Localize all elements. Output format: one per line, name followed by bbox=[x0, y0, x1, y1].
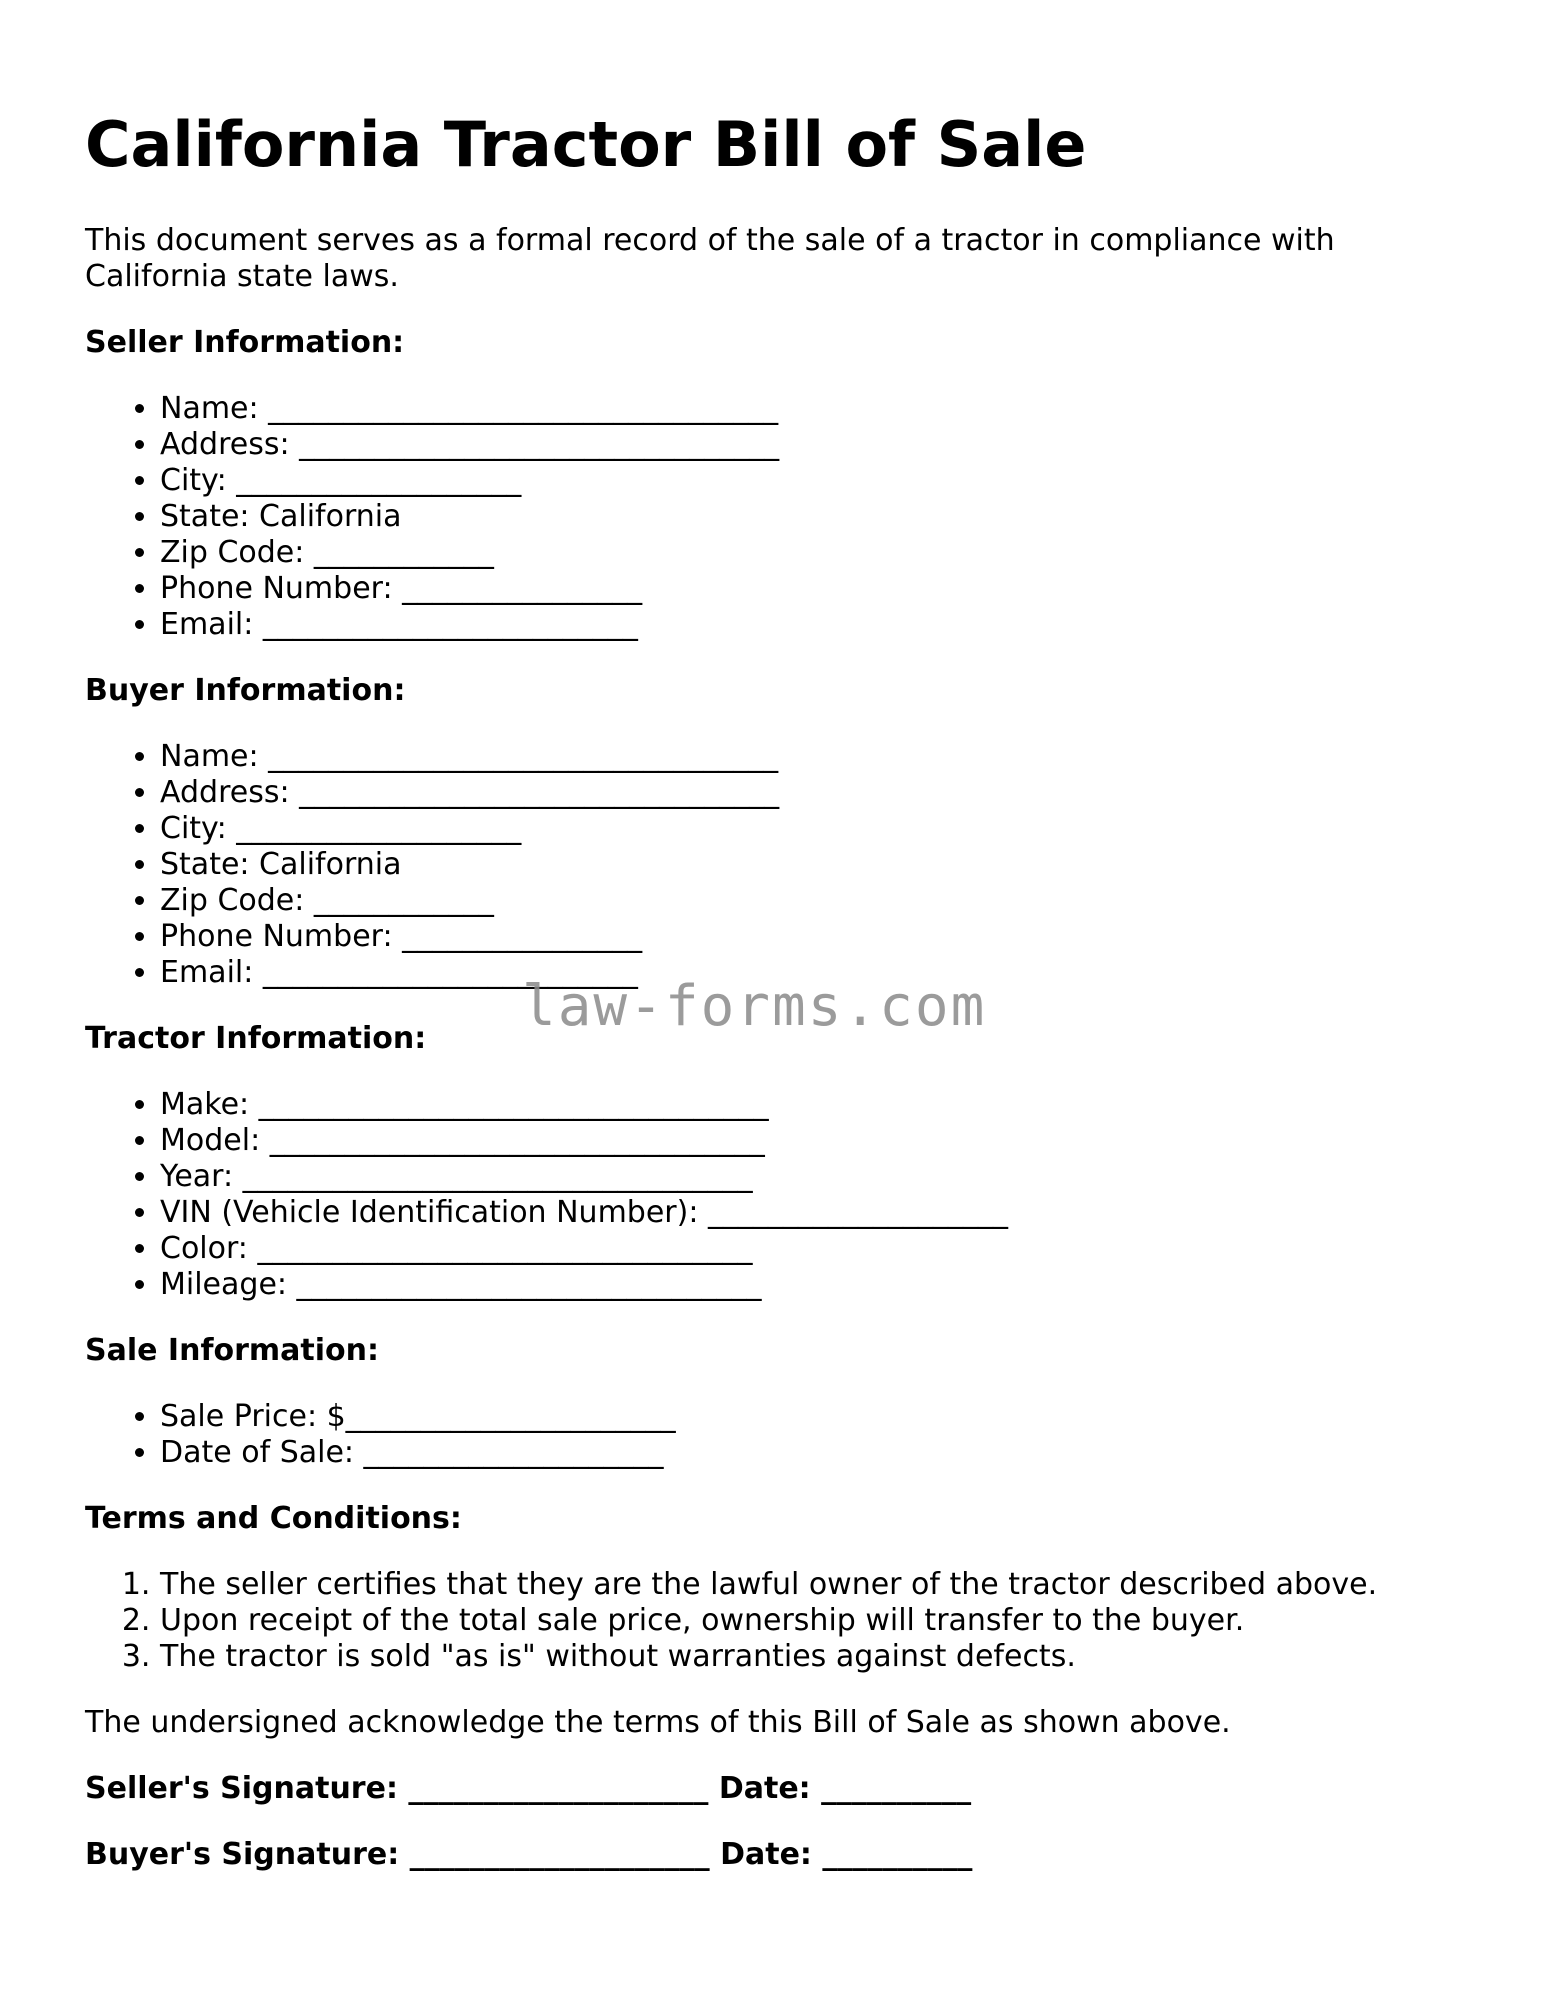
acknowledgement-paragraph: The undersigned acknowledge the terms of this Bill of Sale as shown above. bbox=[85, 1705, 1231, 1740]
buyer-field-list bbox=[85, 739, 1485, 991]
buyer-email-field: • Email: _________________________ bbox=[160, 955, 1485, 991]
tractor-mileage-field: • Mileage: _______________________________ bbox=[160, 1267, 1485, 1303]
tractor-make-field: • Make: __________________________________ bbox=[160, 1087, 1485, 1123]
seller-section-heading: Seller Information: bbox=[85, 325, 405, 360]
tractor-color-field: • Color: _________________________________ bbox=[160, 1231, 1485, 1267]
buyer-zip-field: • Zip Code: ____________ bbox=[160, 883, 1485, 919]
terms-item: 1. The seller certifies that they are the lawful owner of the tractor described above. bbox=[160, 1567, 1485, 1603]
buyer-section-heading: Buyer Information: bbox=[85, 673, 406, 708]
buyer-name-field: • Name: __________________________________ bbox=[160, 739, 1485, 775]
sale-date-field: • Date of Sale: ____________________ bbox=[160, 1435, 1485, 1471]
seller-zip-field: • Zip Code: ____________ bbox=[160, 535, 1485, 571]
buyer-signature-line: Buyer's Signature: ____________________ Date: __________ bbox=[85, 1837, 973, 1872]
terms-item: 2. Upon receipt of the total sale price, ownership will transfer to the buyer. bbox=[160, 1603, 1485, 1639]
terms-section-heading: Terms and Conditions: bbox=[85, 1501, 462, 1536]
buyer-address-field: • Address: ________________________________ bbox=[160, 775, 1485, 811]
terms-list bbox=[85, 1567, 1485, 1675]
seller-signature-line: Seller's Signature: ____________________ Date: __________ bbox=[85, 1771, 972, 1806]
tractor-vin-field: • VIN (Vehicle Identification Number): ____________________ bbox=[160, 1195, 1485, 1231]
sale-price-field: • Sale Price: $______________________ bbox=[160, 1399, 1485, 1435]
seller-email-field: • Email: _________________________ bbox=[160, 607, 1485, 643]
tractor-section-heading: Tractor Information: bbox=[85, 1021, 427, 1056]
buyer-state-field: • State: California bbox=[160, 847, 1485, 883]
tractor-model-field: • Model: _________________________________ bbox=[160, 1123, 1485, 1159]
buyer-city-field: • City: ___________________ bbox=[160, 811, 1485, 847]
buyer-phone-field: • Phone Number: ________________ bbox=[160, 919, 1485, 955]
seller-address-field: • Address: ________________________________ bbox=[160, 427, 1485, 463]
terms-item: 3. The tractor is sold "as is" without warranties against defects. bbox=[160, 1639, 1485, 1675]
document-title: California Tractor Bill of Sale bbox=[85, 108, 1087, 181]
seller-name-field: • Name: __________________________________ bbox=[160, 391, 1485, 427]
tractor-field-list bbox=[85, 1087, 1485, 1303]
seller-city-field: • City: ___________________ bbox=[160, 463, 1485, 499]
tractor-year-field: • Year: __________________________________ bbox=[160, 1159, 1485, 1195]
seller-state-field: • State: California bbox=[160, 499, 1485, 535]
seller-field-list bbox=[85, 391, 1485, 643]
intro-paragraph: This document serves as a formal record of the sale of a tractor in compliance with California state laws. bbox=[85, 223, 1335, 294]
seller-phone-field: • Phone Number: ________________ bbox=[160, 571, 1485, 607]
watermark: law-forms.com bbox=[522, 974, 987, 1039]
sale-section-heading: Sale Information: bbox=[85, 1333, 379, 1368]
sale-field-list bbox=[85, 1399, 1485, 1471]
